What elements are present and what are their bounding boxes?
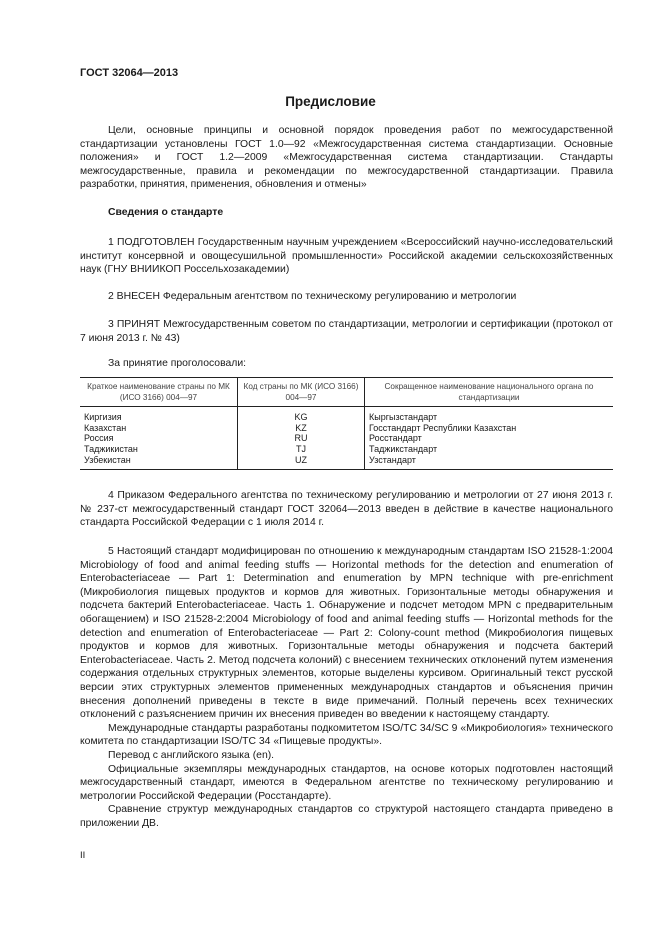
translation-paragraph: Перевод с английского языка (en).: [108, 749, 275, 761]
info-heading: Сведения о стандарте: [108, 207, 224, 218]
table-row: [80, 407, 613, 423]
developed-by-paragraph: Международные стандарты разработаны подкомитетом ISO/TC 34/SC 9 «Микробиология» технического комитета по стандартизации ISO/TC 34 «Пищевые продукты».: [80, 722, 613, 748]
country-code-cell: KZ: [238, 423, 365, 434]
page-title: Предисловие: [285, 94, 376, 109]
page-number: II: [80, 850, 86, 861]
country-name-cell: Узбекистан: [80, 455, 238, 469]
table-header-row: [80, 378, 613, 407]
table-row: [80, 455, 613, 469]
standards-body-cell: Узстандарт: [365, 455, 614, 469]
country-code-cell: RU: [238, 433, 365, 444]
header-country-name: Краткое наименование страны по МК (ИСО 3166) 004—97: [80, 378, 238, 407]
official-copies-paragraph: Официальные экземпляры международных стандартов, на основе которых подготовлен настоящий межгосударственный стандарт, имеются в Федеральном агентстве по техническому регулированию и метрологии Российской Федерации (Росстандарте).: [80, 763, 613, 802]
country-code-cell: UZ: [238, 455, 365, 469]
item-4-paragraph: 4 Приказом Федерального агентства по техническому регулированию и метрологии от 27 июня 2013 г. № 237-ст межгосударственный стандарт ГОСТ 32064—2013 введен в действие в качестве национального стандарта Российской Федерации с 1 июля 2014 г.: [80, 490, 613, 529]
comparison-paragraph: Сравнение структур международных стандартов со структурой настоящего стандарта приведено в приложении ДВ.: [80, 804, 613, 829]
vote-intro: За принятие проголосовали:: [108, 358, 247, 369]
standards-body-cell: Госстандарт Республики Казахстан: [365, 423, 614, 434]
header-standards-body: Сокращенное наименование национального органа по стандартизации: [365, 378, 614, 407]
country-name-cell: Казахстан: [84, 422, 127, 433]
item-5-paragraph: 5 Настоящий стандарт модифицирован по отношению к международным стандартам ISO 21528-1:2004 Microbiology of food and animal feeding stuffs — Horizontal methods for the detection and enumeration of Enterobacteriaceae — Part 1: Determination and enumeration by MPN technique with pre-enrichment (Микробиология пищевых продуктов и кормов для животных. Горизонтальные методы обнаружения и подсчета бактерий Enterobacteriaceae. Часть 1. Обнаружение и подсчет методом MPN с предварительным обогащением) и ISO 21528-2:2004 Microbiology of food and animal feeding stuffs — Horizontal methods for the detection and enumeration of Enterobacteriaceae — Part 2: Colony-count method (Микробиология пищевых продуктов и кормов для животных. Горизонтальные методы обнаружения и подсчета бактерий Enterobacteriaceae. Часть 2. Метод подсчета колоний) с внесением технических отклонений путем изменения содержания отдельных структурных элементов, которые выделены курсивом. Оригинальный текст русской версии этих структурных элементов примененных международных стандартов и объяснения причин внесения дополнений приведены в тексте в виде примечаний. Полный перечень всех технических отклонений с разъяснением причин их внесения приведен во введении к настоящему стандарту.: [80, 546, 613, 721]
intro-paragraph: Цели, основные принципы и основной порядок проведения работ по межгосударственной стандартизации установлены ГОСТ 1.0—92 «Межгосударственная система стандартизации. Основные положения» и ГОСТ 1.2—2009 «Межгосударственная система стандартизации. Стандарты межгосударственные, правила и рекомендации по межгосударственной стандартизации. Правила разработки, принятия, применения, обновления и отмены»: [80, 125, 613, 191]
country-code-cell: TJ: [238, 444, 365, 455]
item-3-paragraph: 3 ПРИНЯТ Межгосударственным советом по стандартизации, метрологии и сертификации (протокол от 7 июня 2013 г. № 43): [80, 319, 613, 344]
standards-body-cell: Таджикстандарт: [365, 444, 614, 455]
standards-body-cell: Кыргызстандарт: [365, 407, 614, 423]
country-name-cell: Россия: [84, 433, 114, 444]
table-row: [80, 433, 613, 444]
voting-table: [80, 377, 613, 470]
header-country-code: Код страны по МК (ИСО 3166) 004—97: [238, 378, 365, 407]
country-name-cell: Таджикистан: [84, 444, 138, 455]
item-2-paragraph: 2 ВНЕСЕН Федеральным агентством по техническому регулированию и метрологии: [108, 291, 517, 302]
item-1-paragraph: 1 ПОДГОТОВЛЕН Государственным научным учреждением «Всероссийский научно-исследовательский институт консервной и овощесушильной промышленности» Российской академии сельскохозяйственных наук (ГНУ ВНИИКОП Россельхозакадемии): [80, 237, 613, 276]
table-row: [80, 423, 613, 434]
country-name-cell: Киргизия: [84, 412, 122, 422]
country-code-cell: KG: [238, 407, 365, 423]
item-5-section: [80, 545, 613, 830]
table-row: [80, 444, 613, 455]
document-header-id: ГОСТ 32064—2013: [80, 67, 179, 79]
standards-body-cell: Росстандарт: [365, 433, 614, 444]
